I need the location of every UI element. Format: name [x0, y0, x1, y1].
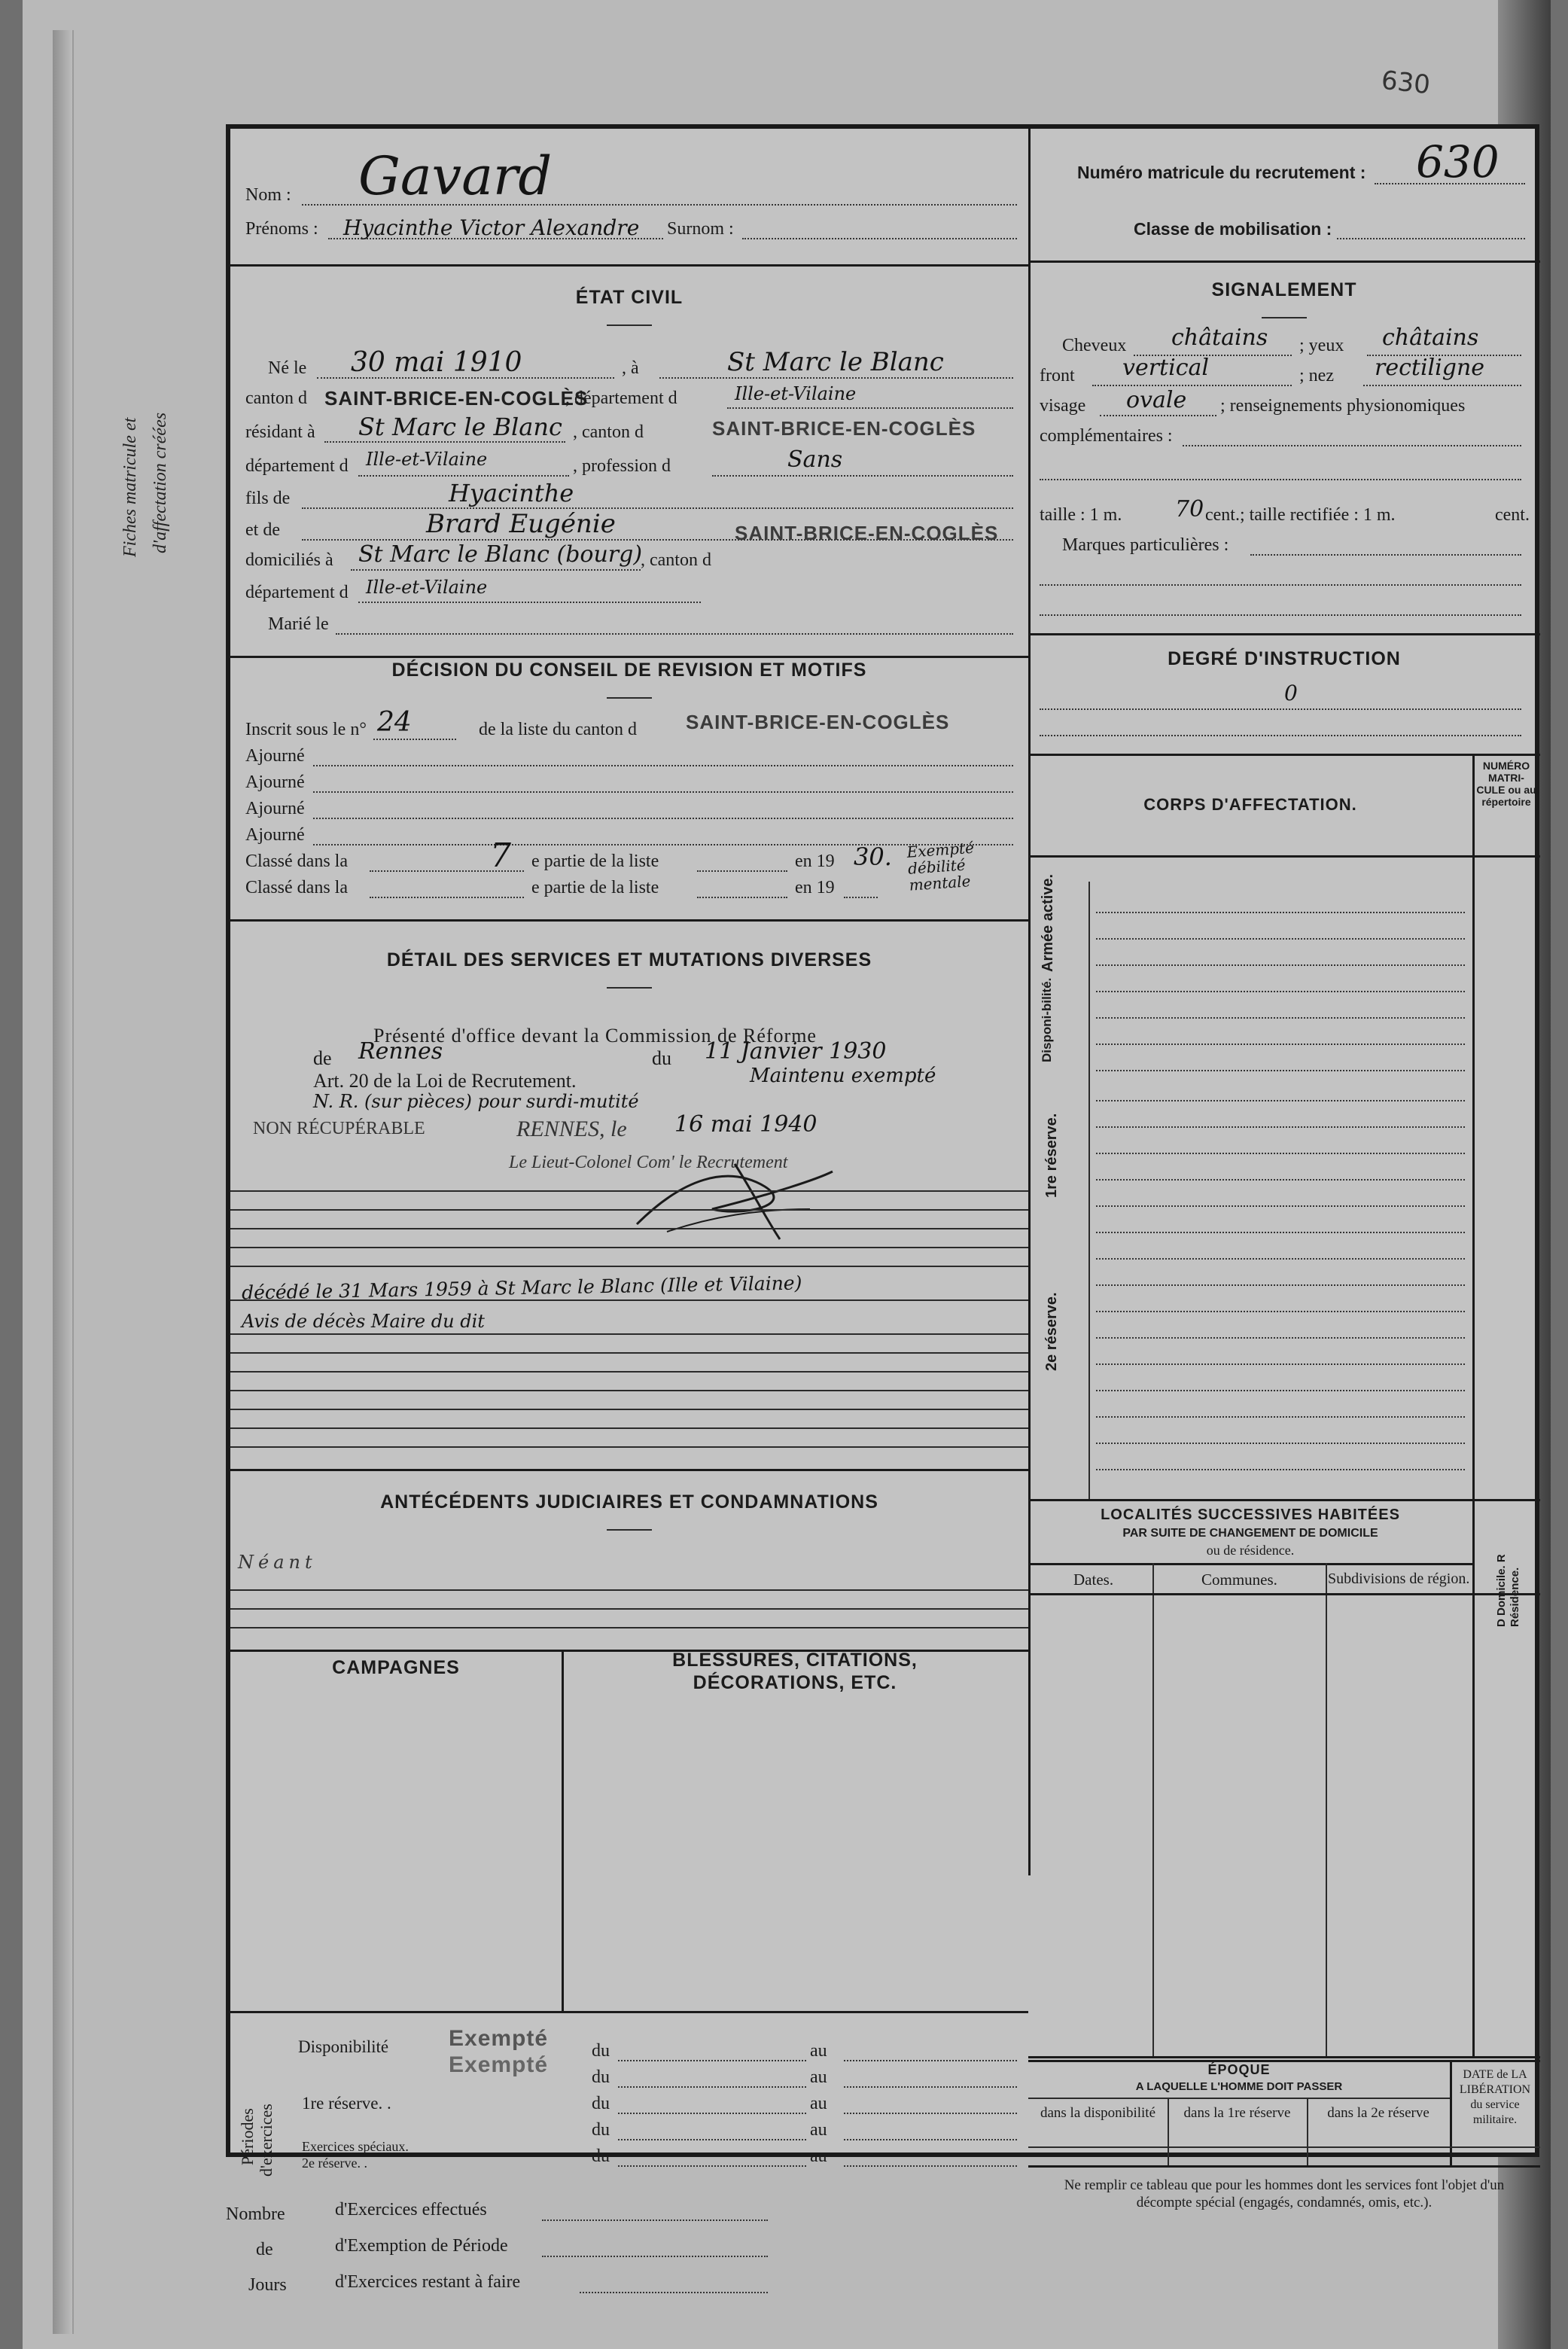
surnom-label: Surnom : [667, 219, 734, 239]
jours-effectues: d'Exercices effectués [335, 2200, 487, 2220]
marques-label: Marques particulières : [1062, 535, 1229, 555]
fils-value: Hyacinthe [449, 479, 574, 507]
services-line1: Présenté d'office devant la Commission de Réforme [373, 1025, 817, 1047]
rennes-label: RENNES, le [516, 1117, 627, 1141]
en2-label: en 19 [795, 878, 835, 897]
page-stack-edge [53, 30, 74, 2334]
nom-label: Nom : [245, 185, 291, 205]
departement2-label: département d [245, 456, 349, 476]
departement-value: Ille-et-Vilaine [735, 383, 857, 404]
a-label: , à [622, 358, 639, 378]
localites-subtitle1: PAR SUITE DE CHANGEMENT DE DOMICILE [1122, 1527, 1378, 1540]
epoque-col1: dans la disponibilité [1040, 2105, 1156, 2121]
judiciaires-title: ANTÉCÉDENTS JUDICIAIRES ET CONDAMNATIONS [380, 1491, 878, 1513]
instruction-value: 0 [1284, 681, 1298, 705]
blessures-title2: DÉCORATIONS, ETC. [693, 1672, 897, 1693]
canton3-label: , canton d [641, 550, 711, 570]
register-page [23, 0, 1551, 2349]
fils-label: fils de [245, 489, 291, 508]
taille-cent-label: cent.; taille rectifiée : 1 m. [1205, 505, 1396, 525]
jours-exemption: d'Exemption de Période [335, 2236, 508, 2256]
periodes-au-3: au [810, 2094, 827, 2113]
periodes-reserve1: 1re réserve. . [302, 2094, 391, 2113]
conseil-title: DÉCISION DU CONSEIL DE REVISION ET MOTIFS [391, 660, 867, 681]
services-de-value: Rennes [358, 1038, 443, 1065]
epoque-subtitle: A LAQUELLE L'HOMME DOIT PASSER [1135, 2080, 1343, 2093]
services-art-value: Maintenu exempté [750, 1065, 936, 1087]
epoque-note: Ne remplir ce tableau que pour les hommes dont les services font l'objet d'un décompte spécial (engagés, condamnés, omis, etc.). [1064, 2177, 1505, 2210]
renseignements-label: ; renseignements physionomiques [1220, 396, 1466, 416]
a-value: St Marc le Blanc [727, 347, 944, 377]
partie1-label: e partie de la liste [531, 852, 659, 871]
deces-line1: décédé le 31 Mars 1959 à St Marc le Blanc (Ille et Vilaine) [241, 1272, 802, 1304]
services-title: DÉTAIL DES SERVICES ET MUTATIONS DIVERSES [386, 949, 872, 970]
periodes-disponibilite: Disponibilité [298, 2037, 389, 2056]
et-label: et de [245, 520, 280, 540]
localites-dr: D Domicile. R Résidence. [1495, 1554, 1521, 1627]
matricule-value: 630 [1416, 136, 1499, 187]
en1-label: en 19 [795, 852, 835, 871]
canton2-stamp: SAINT-BRICE-EN-COGLÈS [712, 417, 976, 440]
corps-title: CORPS D'AFFECTATION. [1143, 795, 1357, 814]
canton-label: canton d [245, 388, 307, 408]
periodes-du-1: du [592, 2041, 610, 2061]
liste-label: de la liste du canton d [479, 720, 637, 739]
taille-value: 70 [1175, 496, 1204, 523]
reserve1-label: 1re réserve. [1043, 1113, 1060, 1198]
liste-stamp: SAINT-BRICE-EN-COGLÈS [686, 711, 950, 733]
periodes-du-2: du [592, 2067, 610, 2087]
side-note-2: d'affectation créées [151, 412, 170, 553]
epoque-title: ÉPOQUE [1207, 2062, 1271, 2077]
departement3-value: Ille-et-Vilaine [366, 577, 488, 598]
cheveux-value: châtains [1171, 324, 1268, 351]
blessures-title1: BLESSURES, CITATIONS, [672, 1650, 918, 1671]
judiciaires-value: Néant [238, 1552, 317, 1573]
ajourne-2: Ajourné [245, 772, 305, 792]
nez-value: rectiligne [1375, 355, 1485, 381]
etat-civil-title: ÉTAT CIVIL [575, 287, 684, 308]
yeux-label: ; yeux [1299, 336, 1344, 355]
yeux-value: châtains [1382, 324, 1479, 351]
armee-active-label: Armée active. [1040, 873, 1056, 972]
numero-title: NUMÉRO MATRI-CULE ou au répertoire [1476, 760, 1536, 808]
residant-value: St Marc le Blanc [358, 413, 562, 441]
instruction-title: DEGRÉ D'INSTRUCTION [1168, 648, 1401, 669]
nom-value: Gavard [358, 145, 553, 207]
visage-label: visage [1040, 396, 1086, 416]
motif-value: Exempté débilité mentale [906, 838, 975, 894]
departement3-label: département d [245, 583, 349, 602]
visage-value: ovale [1126, 387, 1187, 413]
departement2-value: Ille-et-Vilaine [366, 449, 488, 470]
localites-subtitle2: ou de résidence. [1206, 1543, 1295, 1558]
lieutenant-label: Le Lieut-Colonel Com' le Recrutement [509, 1153, 788, 1172]
front-label: front [1040, 366, 1075, 385]
front-value: vertical [1122, 355, 1209, 381]
periodes-side1: Périodes [238, 2108, 257, 2165]
prenoms-label: Prénoms : [245, 219, 318, 239]
cent-label: cent. [1495, 505, 1530, 525]
en1-value: 30. [854, 842, 892, 871]
jours-restant: d'Exercices restant à faire [335, 2272, 521, 2292]
services-art-label: Art. 20 de la Loi de Recrutement. [313, 1070, 577, 1092]
domicilies-label: domiciliés à [245, 550, 333, 570]
localites-col-subdivisions: Subdivisions de région. [1328, 1571, 1470, 1587]
campagnes-title: CAMPAGNES [332, 1657, 460, 1678]
epoque-col2: dans la 1re réserve [1183, 2105, 1291, 2121]
periodes-au-5: au [810, 2146, 827, 2166]
nez-label: ; nez [1299, 366, 1334, 385]
partie2-label: e partie de la liste [531, 878, 659, 897]
et-value: Brard Eugénie [426, 509, 616, 539]
ne-le-label: Né le [268, 358, 307, 378]
cheveux-label: Cheveux [1062, 336, 1127, 355]
deces-line2: Avis de décès Maire du dit [242, 1311, 485, 1332]
matricule-label: Numéro matricule du recrutement : [1077, 163, 1366, 182]
complementaires-label: complémentaires : [1040, 426, 1173, 446]
classe1-value: 7 [490, 836, 511, 875]
ajourne-4: Ajourné [245, 825, 305, 845]
periodes-stamp1: Exempté [449, 2026, 549, 2051]
reserve2-label: 2e réserve. [1043, 1292, 1060, 1371]
column-divider [1028, 129, 1031, 1875]
ajourne-1: Ajourné [245, 746, 305, 766]
ne-le-value: 30 mai 1910 [351, 347, 522, 378]
periodes-exercices2: 2e réserve. . [302, 2156, 367, 2171]
marie-label: Marié le [268, 614, 329, 634]
prenoms-value: Hyacinthe Victor Alexandre [343, 215, 640, 240]
residant-label: résidant à [245, 422, 315, 442]
non-recuperable: NON RÉCUPÉRABLE [253, 1119, 425, 1138]
ajourne-3: Ajourné [245, 799, 305, 818]
periodes-exercices1: Exercices spéciaux. [302, 2139, 409, 2154]
page-number: 630 [1380, 65, 1432, 101]
classe1-label: Classé dans la [245, 852, 348, 871]
periodes-du-5: du [592, 2146, 610, 2166]
services-de-label: de [313, 1047, 332, 1069]
rennes-value: 16 mai 1940 [674, 1111, 817, 1138]
inscrit-value: 24 [377, 707, 412, 738]
domicilies-value: St Marc le Blanc (bourg) [358, 541, 643, 568]
disponibilite-label: Disponi-bilité. [1040, 977, 1054, 1062]
services-du-value: 11 Janvier 1930 [705, 1038, 887, 1065]
periodes-au-2: au [810, 2067, 827, 2087]
localites-col-communes: Communes. [1201, 1571, 1277, 1589]
departement-label: , département d [565, 388, 677, 408]
epoque-col3: dans la 2e réserve [1327, 2105, 1429, 2121]
profession-value: Sans [787, 446, 843, 473]
profession-label: , profession d [573, 456, 671, 476]
services-du-label: du [652, 1047, 671, 1069]
periodes-au-4: au [810, 2120, 827, 2140]
inscrit-label: Inscrit sous le n° [245, 720, 367, 739]
taille-label: taille : 1 m. [1040, 505, 1122, 525]
epoque-date-title: DATE de LA LIBÉRATION du service militaire. [1459, 2068, 1531, 2126]
localites-title: LOCALITÉS SUCCESSIVES HABITÉES [1101, 1507, 1400, 1523]
services-np-value: N. R. (sur pièces) pour surdi-mutité [313, 1091, 639, 1112]
classe2-label: Classé dans la [245, 878, 348, 897]
localites-col-dates: Dates. [1073, 1571, 1114, 1589]
periodes-side2: d'exercices [257, 2104, 276, 2177]
periodes-au-1: au [810, 2041, 827, 2061]
periodes-du-4: du [592, 2120, 610, 2140]
classe-label: Classe de mobilisation : [1134, 219, 1332, 239]
signalement-title: SIGNALEMENT [1211, 279, 1357, 300]
side-note-1: Fiches matricule et [120, 417, 140, 557]
jours-jours: Jours [248, 2275, 287, 2295]
periodes-du-3: du [592, 2094, 610, 2113]
periodes-stamp2: Exempté [449, 2052, 549, 2077]
canton-stamp: SAINT-BRICE-EN-COGLÈS [324, 387, 589, 410]
canton3-stamp: SAINT-BRICE-EN-COGLÈS [735, 522, 999, 544]
jours-de: de [256, 2240, 273, 2259]
canton2-label: , canton d [573, 422, 644, 442]
jours-nombre: Nombre [226, 2204, 285, 2224]
